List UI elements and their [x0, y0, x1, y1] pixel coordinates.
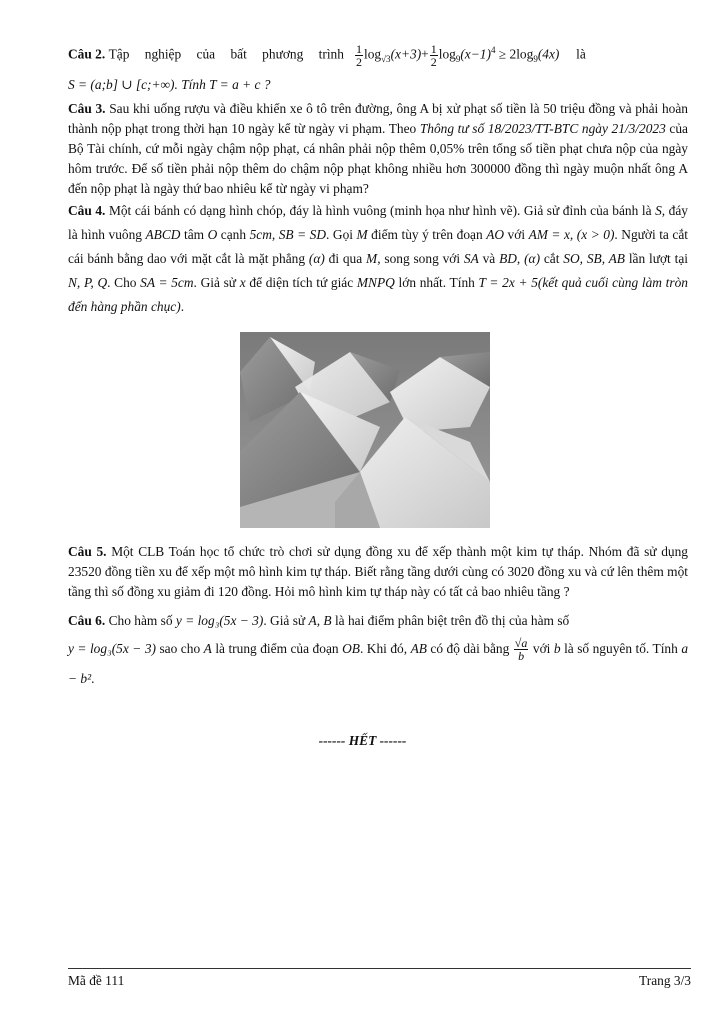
- log-2-exponent: 4: [490, 45, 496, 55]
- question-2-line-2: [68, 75, 688, 95]
- question-3-reference: Thông tư số 18/2023/TT-BTC ngày 21/3/2023: [419, 121, 666, 137]
- plus-sign: +: [421, 46, 429, 62]
- fraction-half-2: $\frac{1}{2}$: [430, 41, 437, 69]
- rhs-log: ≥ 2log: [498, 46, 534, 62]
- log-2-arg: (x−1): [460, 46, 491, 62]
- log-2: log: [438, 46, 456, 62]
- question-4-label: Câu 4.: [68, 203, 106, 219]
- question-5-label: Câu 5.: [68, 544, 107, 559]
- question-2-intro: Tập nghiệp của bất phương trình: [108, 46, 344, 62]
- log-2-base: 9: [455, 54, 461, 65]
- question-2-la: là: [576, 46, 586, 62]
- log-1-arg: (x+3): [390, 46, 422, 62]
- log-1: log: [363, 46, 382, 62]
- rhs-log-arg: (4x): [537, 46, 560, 62]
- rhs-log-base: 9: [533, 54, 538, 65]
- question-2: [68, 40, 688, 69]
- question-2-label: Câu 2.: [68, 46, 106, 62]
- question-5-text: Một CLB Toán học tổ chức trò chơi sử dụng đồng xu để xếp thành một kim tự tháp. Nhóm đã sử dụng 23520 đồng tiền xu để xếp một mô hình kim tự tháp. Biết rằng tầng dưới cùng có 3020 đồng xu và cứ lên thêm một tầng thì số đồng xu giảm đi 120 đồng. Hỏi mô hình kim tự tháp này có tất cả bao nhiêu tầng ?: [68, 544, 688, 599]
- pyramid-cake-photo: [240, 332, 490, 528]
- exam-code: Mã đề 111: [68, 973, 125, 988]
- question-2-ask: . Tính T = a + c ?: [174, 77, 271, 93]
- page-number: Trang 3/3: [639, 973, 691, 988]
- question-3-text-1: Sau khi uống rượu và điều khiển xe ô tô trên đường, ông A bị xử phạt số tiền là 50 triệu đồng và phải hoàn thành nộp phạt trong thời hạn 10 ngày kể từ ngày vi phạm. Theo: [68, 101, 688, 137]
- fraction-half-1: $\frac{1}{2}$: [355, 41, 362, 69]
- log-1-base: √3: [381, 54, 391, 65]
- exam-page-lower: [68, 542, 688, 694]
- question-6-label: Câu 6.: [68, 613, 106, 628]
- question-5: [68, 542, 688, 602]
- solution-set: S = (a;b] ∪ [c;+∞): [68, 77, 175, 93]
- question-4: Câu 4. Một cái bánh có dạng hình chóp, đáy là hình vuông (minh họa như hình vẽ). Giả sử đỉnh của bánh là S, đáy là hình vuông ABCD tâm O cạnh 5cm, SB = SD. Gọi M điểm tùy ý trên đoạn AO với AM = x, (x > 0). Người ta cắt cái bánh bằng dao với mặt cắt là mặt phẳng (α) đi qua M, song song với SA và BD, (α) cắt SO, SB, AB lần lượt tại N, P, Q. Cho SA = 5cm. Giả sử x để diện tích tứ giác MNPQ lớn nhất. Tính T = 2x + 5(kết quả cuối cùng làm tròn đến hàng phần chục).: [68, 203, 688, 315]
- question-6: Câu 6. Cho hàm số y = log₃(5x − 3). Giả sử A, B là hai điểm phân biệt trên đồ thị của hàm số: [68, 613, 570, 628]
- question-6-line-2: y = log₃(5x − 3) sao cho A là trung điểm của đoạn OB. Khi đó, AB có độ dài bằng $\frac{√a}{b}$ với b là số nguyên tố. Tính a − b².: [68, 636, 689, 686]
- fraction-sqrt-a-over-b: $\frac{√a}{b}$: [514, 636, 528, 664]
- end-marker: ------ HẾT ------: [318, 733, 407, 748]
- question-3: [68, 99, 688, 199]
- exam-page: [68, 36, 688, 319]
- question-3-label: Câu 3.: [68, 101, 106, 117]
- question-3-text-2: của Bộ Tài chính, cứ mỗi ngày chậm nộp phạt, cá nhân phải nộp thêm 0,05% trên tổng số tiền phạt chưa nộp của ngày hôm trước. Để số tiền phải nộp thêm do chậm nộp phạt không nhiều hơn 300000 đồng thì ngày muộn nhất ông A đến nộp phạt là ngày thứ bao nhiêu kể từ ngày vi phạm?: [68, 121, 688, 197]
- footer-divider: [68, 968, 691, 969]
